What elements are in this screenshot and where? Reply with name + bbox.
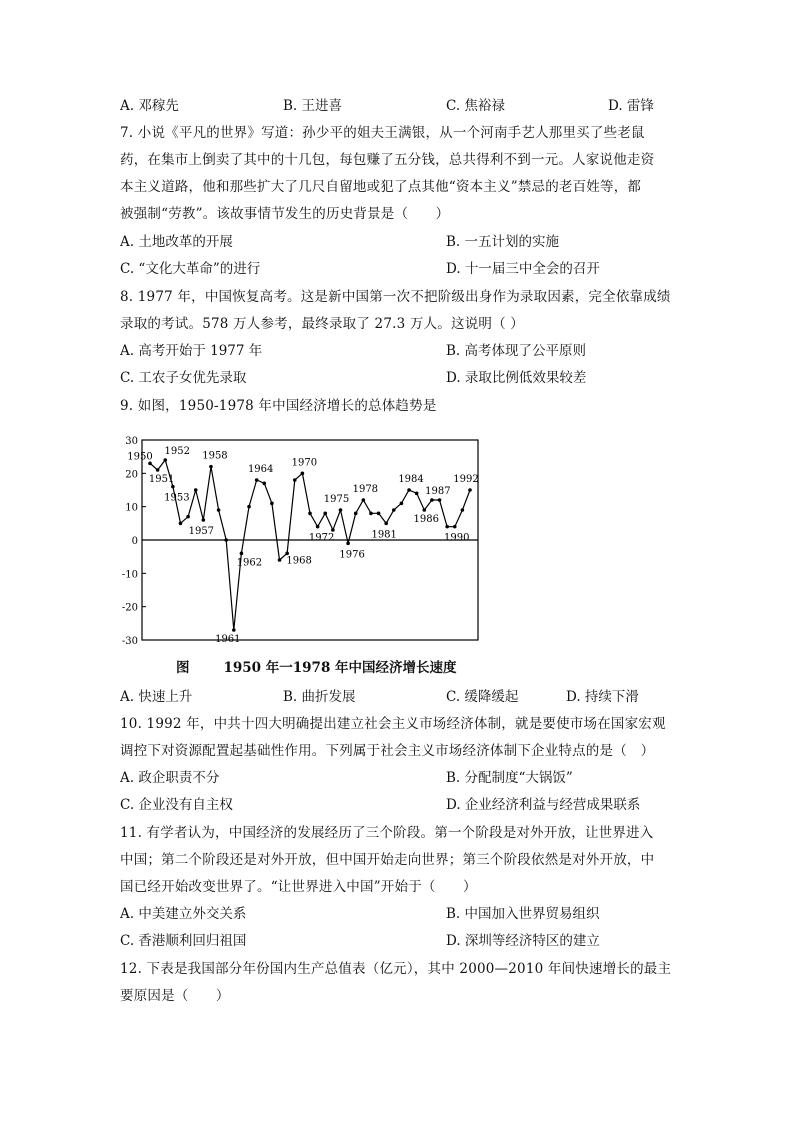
caption-label: 图 — [176, 660, 190, 676]
q11-stem-line: 11. 有学者认为，中国经济的发展经历了三个阶段。第一个阶段是对外开放，让世界进入 — [120, 825, 654, 841]
data-point — [369, 512, 373, 516]
q7-option-b[interactable]: B. 一五计划的实施 — [446, 234, 560, 250]
q9-option-d[interactable]: D. 持续下滑 — [566, 689, 639, 705]
point-label: 1958 — [202, 450, 228, 462]
data-point — [384, 522, 388, 526]
point-label: 1972 — [308, 532, 335, 544]
q7-option-a[interactable]: A. 土地改革的开展 — [120, 234, 233, 250]
data-point — [293, 478, 297, 482]
data-point — [377, 512, 381, 516]
chart-caption — [176, 656, 457, 676]
data-point — [438, 498, 442, 502]
point-label: 1953 — [164, 492, 190, 504]
q10-stem-line: 调控下对资源配置起基础性作用。下列属于社会主义市场经济体制下企业特点的是（ ） — [120, 743, 655, 759]
q11-option-c[interactable]: C. 香港顺利回归祖国 — [120, 933, 247, 949]
q11-stem-line: 中国；第二个阶段还是对外开放，但中国开始走向世界；第三个阶段依然是对外开放，中 — [120, 852, 655, 868]
point-label: 1976 — [339, 549, 365, 561]
q8-option-c[interactable]: C. 工农子女优先录取 — [120, 370, 247, 386]
point-label: 1968 — [286, 555, 312, 567]
data-point — [171, 485, 175, 489]
q10-stem-line: 10. 1992 年，中共十四大明确提出建立社会主义市场经济体制，就是要使市场在国家宏观 — [120, 716, 666, 732]
q9-stem: 9. 如图，1950-1978 年中国经济增长的总体趋势是 — [120, 398, 437, 414]
data-point — [331, 528, 335, 532]
point-label: 1986 — [413, 514, 440, 525]
data-point — [354, 512, 358, 516]
q8-option-d[interactable]: D. 录取比例低效果较差 — [446, 370, 587, 386]
q11-option-d[interactable]: D. 深圳等经济特区的建立 — [446, 933, 600, 949]
point-label: 1981 — [371, 529, 397, 541]
y-tick-label: -20 — [121, 602, 138, 614]
growth-series-line — [150, 460, 470, 630]
data-point — [346, 542, 350, 546]
point-label: 1970 — [291, 457, 318, 469]
data-point — [217, 508, 221, 512]
q6-option-c[interactable]: C. 焦裕禄 — [446, 98, 505, 114]
chart-series-line — [150, 460, 470, 630]
point-label: 1951 — [148, 474, 175, 485]
data-point — [316, 525, 320, 529]
data-point — [186, 515, 190, 519]
point-label: 1990 — [444, 532, 470, 544]
q8-stem-line: 8. 1977 年，中国恢复高考。这是新中国第一次不把阶级出身作为录取因素，完全依靠成绩 — [120, 289, 671, 305]
data-point — [202, 518, 206, 522]
y-tick-label: 10 — [125, 502, 138, 514]
point-label: 1992 — [453, 474, 479, 485]
y-tick-label: -10 — [121, 569, 138, 581]
q10-option-a[interactable]: A. 政企职责不分 — [120, 770, 220, 786]
data-point — [400, 502, 404, 506]
data-point — [247, 505, 251, 509]
q6-option-b[interactable]: B. 王进喜 — [283, 98, 343, 114]
q8-stem-line: 录取的考试。578 万人参考，最终录取了 27.3 万人。这说明（ ） — [120, 316, 524, 332]
q9-option-b[interactable]: B. 曲折发展 — [283, 689, 356, 705]
q10-option-d[interactable]: D. 企业经济利益与经营成果联系 — [446, 797, 641, 813]
q11-option-b[interactable]: B. 中国加入世界贸易组织 — [446, 906, 600, 922]
data-point — [255, 478, 259, 482]
data-point — [232, 628, 236, 632]
point-label: 1964 — [247, 464, 274, 475]
data-point — [156, 468, 160, 472]
caption-title: 1950 年一1978 年中国经济增长速度 — [223, 660, 457, 676]
q7-stem-line: 本主义道路，他和那些扩大了几尺自留地或犯了点其他“资本主义”禁忌的老百姓等，都 — [120, 179, 642, 195]
data-point — [362, 498, 366, 502]
q8-option-b[interactable]: B. 高考体现了公平原则 — [446, 343, 587, 359]
point-label: 1984 — [398, 474, 424, 485]
q11-stem-line: 国已经开始改变世界了。“让世界进入中国”开始于（ ） — [120, 879, 477, 895]
data-point — [278, 558, 282, 562]
point-label: 1961 — [215, 634, 241, 645]
y-tick-label: 20 — [125, 469, 138, 481]
data-point — [392, 508, 396, 512]
data-point — [308, 512, 312, 516]
data-point — [422, 508, 426, 512]
data-point — [415, 492, 419, 496]
q7-stem-line: 药，在集市上倒卖了其中的十几包，每包赚了五分钱，总共得利不到一元。人家说他走资 — [120, 152, 655, 168]
point-label: 1962 — [236, 557, 263, 569]
q6-option-d[interactable]: D. 雷锋 — [608, 98, 654, 114]
q7-stem-line: 7. 小说《平凡的世界》写道：孙少平的姐夫王满银，从一个河南手艺人那里买了些老鼠 — [120, 125, 645, 141]
q12-stem-line: 要原因是（ ） — [120, 988, 230, 1004]
q7-option-c[interactable]: C. “文化大革命”的进行 — [120, 261, 261, 277]
q9-option-c[interactable]: C. 缓降缓起 — [446, 689, 519, 705]
point-label: 1950 — [127, 451, 153, 463]
data-point — [323, 512, 327, 516]
data-point — [468, 488, 472, 492]
point-label: 1957 — [188, 526, 215, 537]
point-label: 1975 — [323, 494, 350, 505]
point-label: 1978 — [352, 484, 379, 495]
data-point — [445, 525, 449, 529]
data-point — [270, 502, 274, 506]
data-point — [224, 538, 228, 542]
q10-option-b[interactable]: B. 分配制度“大锅饭” — [446, 770, 573, 786]
data-point — [407, 488, 411, 492]
q12-stem-line: 12. 下表是我国部分年份国内生产总值表（亿元），其中 2000—2010 年间快速增长的最主 — [120, 961, 672, 977]
data-point — [301, 472, 305, 476]
q11-option-a[interactable]: A. 中美建立外交关系 — [120, 906, 247, 922]
data-point — [179, 522, 183, 526]
data-point — [262, 482, 266, 486]
q8-option-a[interactable]: A. 高考开始于 1977 年 — [120, 343, 263, 359]
data-point — [209, 465, 213, 469]
q7-stem-line: 被强制“劳教”。该故事情节发生的历史背景是（ ） — [120, 206, 450, 222]
y-tick-label: 0 — [131, 536, 138, 547]
data-point — [163, 458, 167, 462]
data-point — [339, 508, 343, 512]
point-label: 1987 — [425, 486, 451, 497]
data-point — [430, 498, 434, 502]
q7-option-d[interactable]: D. 十一届三中全会的召开 — [446, 261, 600, 277]
point-label: 1952 — [164, 446, 190, 457]
growth-line-chart — [116, 432, 488, 650]
data-point — [194, 488, 198, 492]
q10-option-c[interactable]: C. 企业没有自主权 — [120, 797, 233, 813]
data-point — [461, 508, 465, 512]
q6-option-a[interactable]: A. 邓稼先 — [120, 98, 179, 114]
q9-option-a[interactable]: A. 快速上升 — [120, 689, 193, 705]
y-tick-label: 30 — [125, 436, 138, 447]
data-point — [240, 552, 244, 556]
data-point — [453, 525, 457, 529]
y-tick-label: -30 — [121, 636, 138, 647]
